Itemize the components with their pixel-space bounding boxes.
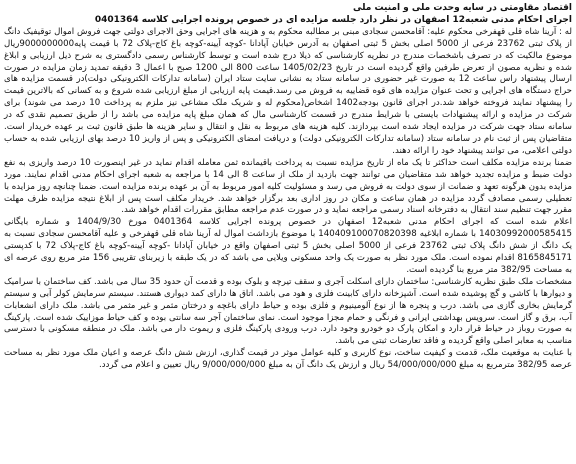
notice-paragraph: با عنایت به موقعیت ملک، قدمت و کیفیت ساخت، نوع کاربری و کلیه عوامل موثر در قیمت گذاری، ارزش شش دانگ عرصه و اعیان ملک مورد نظر به مساحت عرصه 382/95 مترمربع به مبلغ 54/000/000/000 ریال و ارزش یک دانگ آن به مبلغ 9/000/000/000 ریال تعیین و اعلام می گردد. [4, 348, 572, 371]
notice-paragraph: اعلام شده است که اجرای احکام مدنی شعبه12 اصفهان در خصوص پرونده اجرایی کلاسه 0401364 مورخ 1404/9/30 و شماره بایگانی 14030992000585415 با شماره ابلاغیه 140409100070820398 با موضوع بازداشت اموال له آرینا شاه قلی قهفرخی و علیه آقامحسن سجادی نسبت به یک دانگ از شش دانگ پلاک ثبتی 23762 فرعی از 5000 اصلی بخش 5 ثبتی اصفهان واقع در خیابان آپادانا -کوچه آیینه-کوچه باغ کاج-پلاک 72 با کدپستی 8165845171 اقدام نموده است. ملک مورد نظر به صورت یک واحد مسکونی ویلایی می باشد که در یک طبقه با زیربنای تقریبی 156 متر مربع روی عرصه ای به مساحت 382/95 متر مربع بنا گردیده است. [4, 217, 573, 275]
notice-header: اقتصاد مقاومتی در سایه وحدت ملی و امنیت ملی [353, 3, 572, 13]
notice-paragraph: مشخصات ملک طبق نظریه کارشناسی: ساختمان دارای اسکلت آجری و سقف تیرچه و بلوک بوده و قدمت آن حدود 35 سال می باشد. کف ساختمان با سرامیک و دیوارها با کاشی و گچ پوشیده شده است. آشپزخانه دارای کابینت فلزی و هود می باشد. اتاق ها دارای کمد دیواری هستند. سیستم سرمایش کولر آبی و سیستم گرمایش بخاری گازی می باشد. درب و پنجره ها از نوع آلومینیوم و فلزی بوده و حیاط دارای باغچه و درختان مثمر و غیر مثمر می باشد. ملک دارای انشعابات آب، برق و گاز است. سرویس بهداشتی ایرانی و فرنگی و حمام مجزا موجود است. نمای ساختمان آجر سه سانتی بوده و کف حیاط موزاییک شده است. پارکینگ به صورت روباز در حیاط قرار دارد و امکان پارک دو خودرو وجود دارد. درب ورودی پارکینگ فلزی و ریموت دار می باشد. ملک در منطقه مسکونی با دسترسی مناسب به معابر اصلی واقع گردیده و فاقد تعارضات ثبتی می باشد. [4, 276, 572, 347]
notice-paragraph: له : آرینا شاه قلی قهفرخی محکوم علیه: آقامحسن سجادی مبنی بر مطالبه محکوم به و هزینه های اجرایی وحق الاجرای دولتی جهت فروش اموال توقیفیک دانگ از پلاک ثبتی 23762 فرعی از 5000 اصلی بخش 5 ثبتی اصفهان به آدرس خیابان آپادانا -کوچه آیینه-کوچه باغ کاج-پلاک 72 با قیمت پایه9000000000ریال موضوع مالکیت که در تصرف باشخصات مندرج در نظریه کارشناسی که ذیلا درج شده است و توسط کارشناس رسمی دادگستری به شرح ذیل ارزیابی و ابلاغ شده و نظریه مصون از تعرض طرفین واقع گردیده است در تاریخ 1405/02/23 ساعت 800 الی 1200 صبح با اعمال 3 دقیقه تمدید زمان مزایده در صورت ارسال پیشنهاد راس ساعت 12 به صورت غیر حضوری در سامانه ستاد به نشانی سایت ستاد ایران (سامانه تدارکات الکترونیکی دولت)در قسمت مزایده های حراج دستگاه های اجرایی و تحت عنوان مزایده های قوه قضاییه به فروش می رسد.قیمت پایه ارزیابی از مبلغ ارزیابی شده شروع و به کسانی که بالاترین قیمت را پیشنهاد نمایند فروخته خواهد شد.در اجرای قانون بودجه1402 اشخاص(محکوم له و شریک ملک مشاعی نیز ملزم به پرداخت 10 درصد می شوند) برای شرکت در مزایده و ارائه پیشنهادات بایستی با شرایط مندرج در قسمت کارشناسی مال که همان مبلغ پایه مزایده می باشد را از طریق تصمیم نقدی که در سامانه ستاد جهت شرکت در مزایده ایجاد شده است بپردازند. کلیه هزینه های مربوط به نقل و انتقال و سایر هزینه ها طبق قانون ثبت بر عهده خریدار است. متقاضیان پس از ثبت نام در سامانه ستاد (سامانه تدارکات الکترونیکی دولت) و دریافت امضای الکترونیکی و پس از واریز 10 درصد بهای ارزیابی شده به حساب دولتی اعلامی، می توانند پیشنهاد خود را ارائه دهند. [4, 26, 573, 156]
notice-paragraph: ضمنا برنده مزایده مکلف است حداکثر تا یک ماه از تاریخ مزایده نسبت به پرداخت باقیمانده ثمن معامله اقدام نماید در غیر اینصورت 10 درصد واریزی به نفع دولت ضبط و مزایده تجدید خواهد شد متقاضیان می توانند جهت بازدید از ملک از ساعت 8 الی 14 با مراجعه به شعبه اجرای احکام مدنی اقدام نمایند. مورد مزایده بدون هرگونه تعهد و ضمانت از سوی دولت به فروش می رسد و مسئولیت کلیه امور مربوط به آن بر عهده برنده مزایده است. ضمنا چنانچه روز مزایده با تعطیلی رسمی مصادف گردد مزایده در همان ساعت و مکان در روز اداری بعد برگزار خواهد شد. خریدار مکلف است پس از ابلاغ نتیجه مزایده ظرف مهلت مقرر جهت تنظیم سند انتقال به دفترخانه اسناد رسمی مراجعه نماید و در صورت عدم مراجعه مطابق مقررات اقدام خواهد شد. [4, 157, 573, 216]
notice-title: اجرای احکام مدنی شعبه12 اصفهان در نظر دارد جلسه مزایده ای در خصوص پرونده اجرایی کلاسه 0401364 [94, 14, 572, 25]
